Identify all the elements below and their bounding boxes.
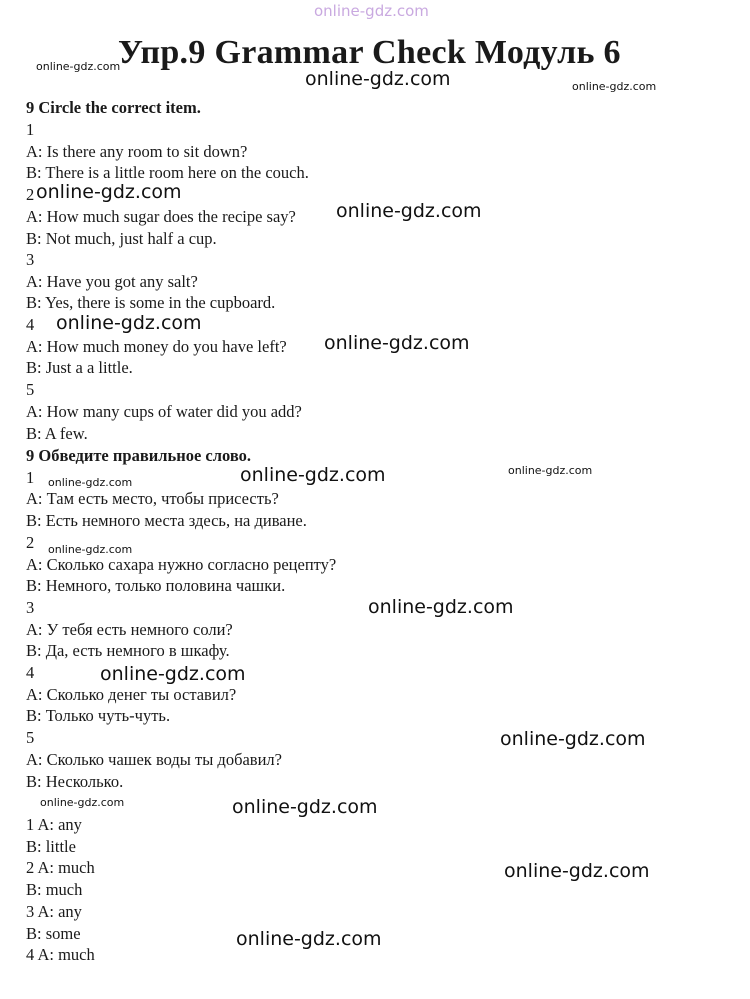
- watermark: online-gdz.com: [324, 332, 470, 354]
- item-number: 4: [26, 663, 35, 682]
- dialogue-line: B: There is a little room here on the couch.: [26, 163, 309, 182]
- watermark: online-gdz.com: [240, 464, 386, 486]
- dialogue-line: B: Да, есть немного в шкафу.: [26, 641, 230, 660]
- answer-line: 1 A: any: [26, 815, 82, 834]
- item-number: 3: [26, 598, 35, 617]
- watermark: online-gdz.com: [236, 928, 382, 950]
- item-number: 4: [26, 315, 35, 334]
- watermark: online-gdz.com: [500, 728, 646, 750]
- answer-line: 4 A: much: [26, 945, 95, 964]
- answer-line: 2 A: much: [26, 858, 95, 877]
- item-number: 5: [26, 380, 35, 399]
- dialogue-line: B: Только чуть-чуть.: [26, 706, 171, 725]
- dialogue-line: B: Just a a little.: [26, 358, 133, 377]
- top-watermark: online-gdz.com: [314, 2, 429, 20]
- dialogue-line: B: Немного, только половина чашки.: [26, 576, 286, 595]
- dialogue-line: A: How many cups of water did you add?: [26, 402, 302, 421]
- dialogue-line: B: Есть немного места здесь, на диване.: [26, 511, 307, 530]
- dialogue-line: A: Сколько чашек воды ты добавил?: [26, 750, 282, 769]
- watermark: online-gdz.com: [508, 464, 593, 477]
- answer-line: B: little: [26, 837, 76, 856]
- watermark: online-gdz.com: [48, 543, 133, 556]
- watermark: online-gdz.com: [48, 476, 133, 489]
- item-number: 2: [26, 533, 35, 552]
- watermark: online-gdz.com: [56, 312, 202, 334]
- watermark: online-gdz.com: [232, 796, 378, 818]
- dialogue-line: A: Сколько денег ты оставил?: [26, 685, 237, 704]
- dialogue-line: A: Там есть место, чтобы присесть?: [26, 489, 279, 508]
- item-number: 5: [26, 728, 35, 747]
- dialogue-line: A: Сколько сахара нужно согласно рецепту?: [26, 555, 337, 574]
- watermark: online-gdz.com: [305, 68, 451, 90]
- item-number: 1: [26, 468, 35, 487]
- item-number: 3: [26, 250, 35, 269]
- dialogue-line: A: How much sugar does the recipe say?: [26, 207, 296, 226]
- item-number: 2: [26, 185, 35, 204]
- dialogue-line: B: A few.: [26, 424, 88, 443]
- answer-line: B: some: [26, 924, 81, 943]
- answer-line: B: much: [26, 880, 83, 899]
- dialogue-line: B: Not much, just half a cup.: [26, 229, 217, 248]
- section-heading-english: 9 Circle the correct item.: [26, 98, 201, 117]
- page-title: Упр.9 Grammar Check Модуль 6: [118, 34, 621, 71]
- item-number: 1: [26, 120, 35, 139]
- watermark: online-gdz.com: [36, 181, 182, 203]
- answer-line: 3 A: any: [26, 902, 82, 921]
- watermark: online-gdz.com: [368, 596, 514, 618]
- watermark: online-gdz.com: [100, 663, 246, 685]
- dialogue-line: A: Is there any room to sit down?: [26, 142, 248, 161]
- watermark: online-gdz.com: [336, 200, 482, 222]
- dialogue-line: B: Yes, there is some in the cupboard.: [26, 293, 276, 312]
- watermark: online-gdz.com: [40, 796, 125, 809]
- dialogue-line: A: У тебя есть немного соли?: [26, 620, 233, 639]
- dialogue-line: A: Have you got any salt?: [26, 272, 198, 291]
- watermark: online-gdz.com: [572, 80, 657, 93]
- dialogue-line: B: Несколько.: [26, 772, 124, 791]
- watermark: online-gdz.com: [36, 60, 121, 73]
- watermark: online-gdz.com: [504, 860, 650, 882]
- dialogue-line: A: How much money do you have left?: [26, 337, 287, 356]
- section-heading-russian: 9 Обведите правильное слово.: [26, 446, 252, 465]
